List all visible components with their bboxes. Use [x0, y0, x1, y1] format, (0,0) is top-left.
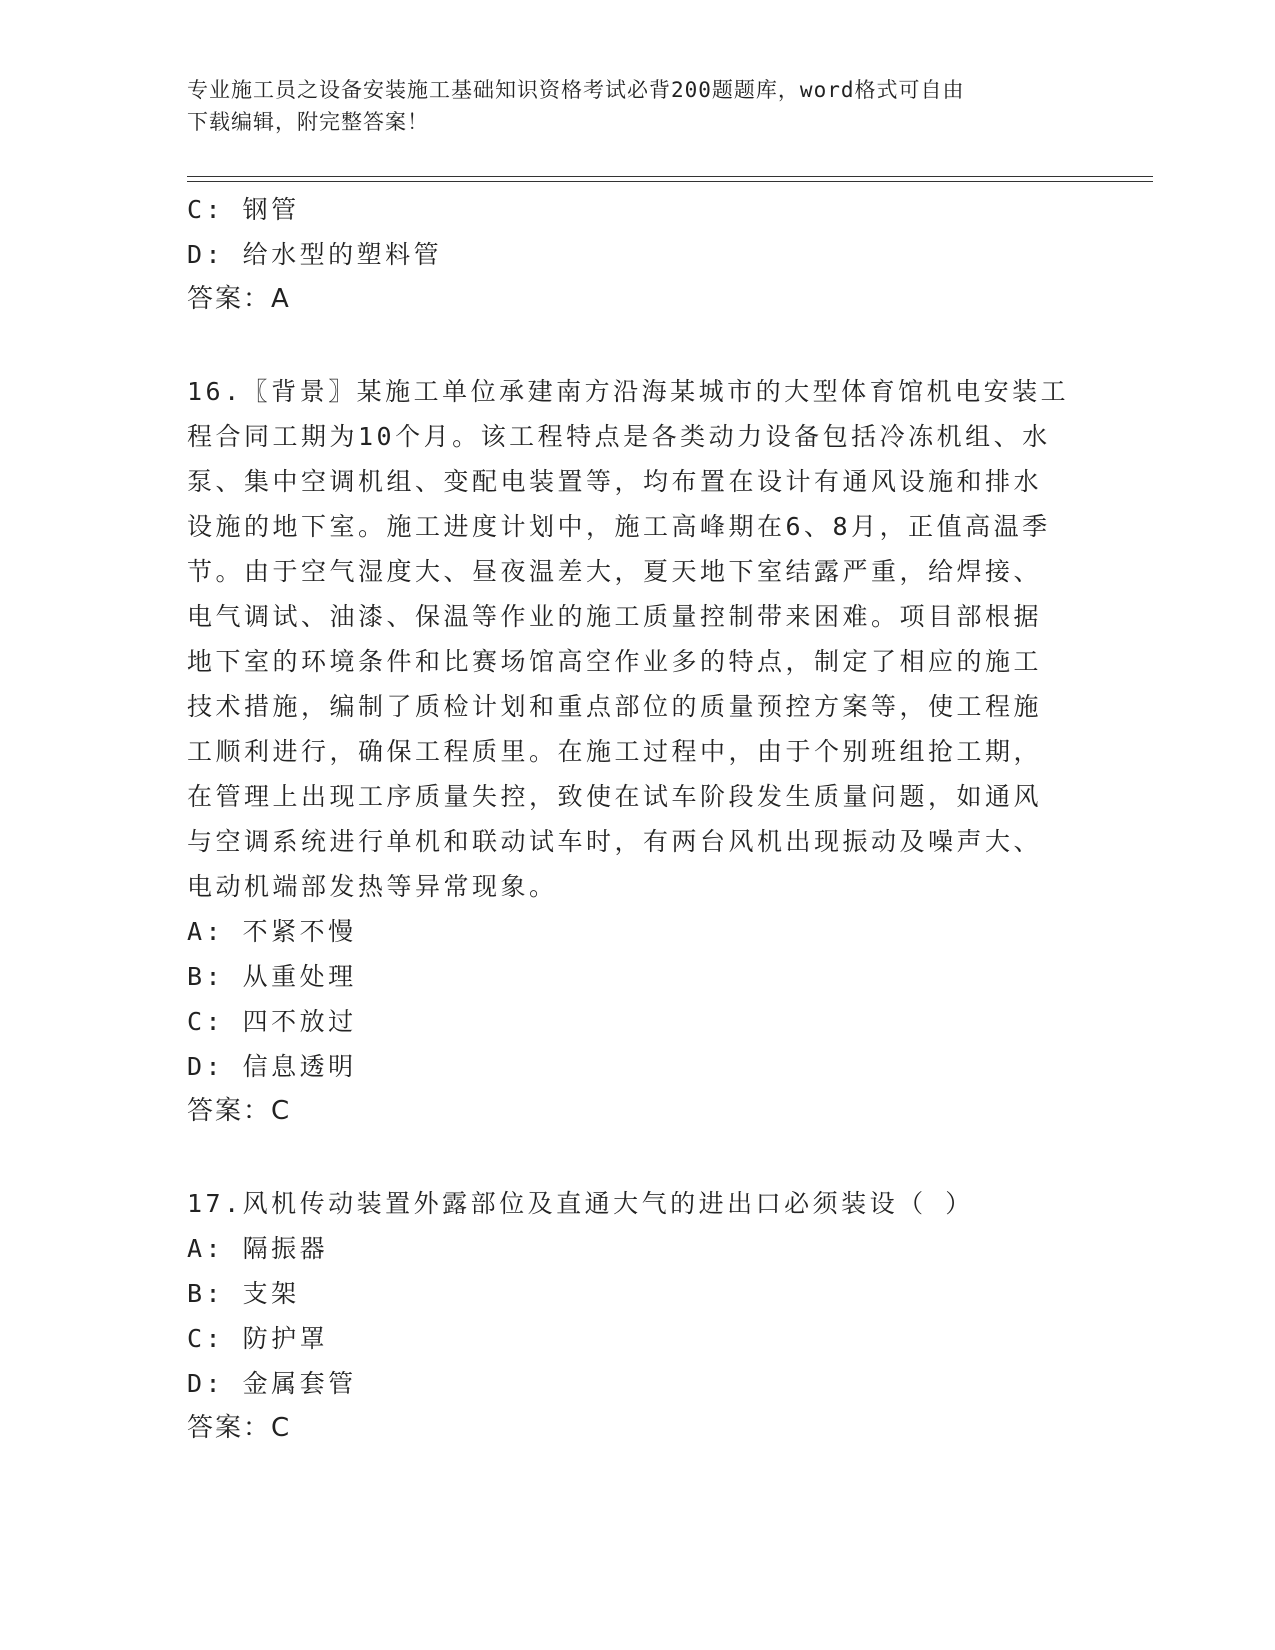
- question-spacer: [187, 1134, 1087, 1181]
- q16-stem-line: 电气调试、油漆、保温等作业的施工质量控制带来困难。项目部根据: [187, 602, 1043, 631]
- q16-stem-line: 电动机端部发热等异常现象。: [187, 872, 558, 901]
- q16-stem-line: 工顺利进行，确保工程质里。在施工过程中，由于个别班组抢工期，: [187, 737, 1043, 766]
- q16-stem-line: 与空调系统进行单机和联动试车时，有两台风机出现振动及噪声大、: [187, 827, 1043, 856]
- q16-stem-line: 程合同工期为10个月。该工程特点是各类动力设备包括冷冻机组、水: [187, 422, 1051, 451]
- q15-option-d: D: 给水型的塑料管: [187, 240, 443, 269]
- q17-stem: 17.风机传动装置外露部位及直通大气的进出口必须装设（ ）: [187, 1189, 974, 1218]
- q15-answer: 答案：A: [187, 284, 291, 314]
- page-header: [187, 74, 1067, 138]
- q16-stem-line: 技术措施，编制了质检计划和重点部位的质量预控方案等，使工程施: [187, 692, 1043, 721]
- q16-option-b: B: 从重处理: [187, 962, 357, 991]
- q15-option-c: C: 钢管: [187, 195, 300, 224]
- q17-answer: 答案：C: [187, 1413, 292, 1443]
- q16-option-d: D: 信息透明: [187, 1052, 357, 1081]
- header-line-1: 专业施工员之设备安装施工基础知识资格考试必背200题题库，word格式可自由: [187, 78, 965, 102]
- q16-stem-line: 16.〖背景〗某施工单位承建南方沿海某城市的大型体育馆机电安装工: [187, 377, 1070, 406]
- q16-option-c: C: 四不放过: [187, 1007, 357, 1036]
- q16-option-a: A: 不紧不慢: [187, 917, 357, 946]
- q17-option-b: B: 支架: [187, 1279, 300, 1308]
- header-divider-thick: [187, 181, 1153, 182]
- q17-option-a: A: 隔振器: [187, 1234, 329, 1263]
- header-line-2: 下载编辑，附完整答案！: [187, 110, 429, 134]
- q16-stem-line: 在管理上出现工序质量失控，致使在试车阶段发生质量问题，如通风: [187, 782, 1043, 811]
- q17-option-c: C: 防护罩: [187, 1324, 329, 1353]
- q16-stem: [187, 369, 1087, 909]
- question-spacer: [187, 322, 1087, 369]
- header-divider-thin: [187, 176, 1153, 177]
- q16-stem-line: 泵、集中空调机组、变配电装置等，均布置在设计有通风设施和排水: [187, 467, 1043, 496]
- q16-stem-line: 地下室的环境条件和比赛场馆高空作业多的特点，制定了相应的施工: [187, 647, 1043, 676]
- q16-answer: 答案：C: [187, 1096, 292, 1126]
- question-content: [187, 187, 1087, 1451]
- q16-stem-line: 设施的地下室。施工进度计划中，施工高峰期在6、8月，正值高温季: [187, 512, 1051, 541]
- q17-option-d: D: 金属套管: [187, 1369, 357, 1398]
- q16-stem-line: 节。由于空气湿度大、昼夜温差大，夏天地下室结露严重，给焊接、: [187, 557, 1043, 586]
